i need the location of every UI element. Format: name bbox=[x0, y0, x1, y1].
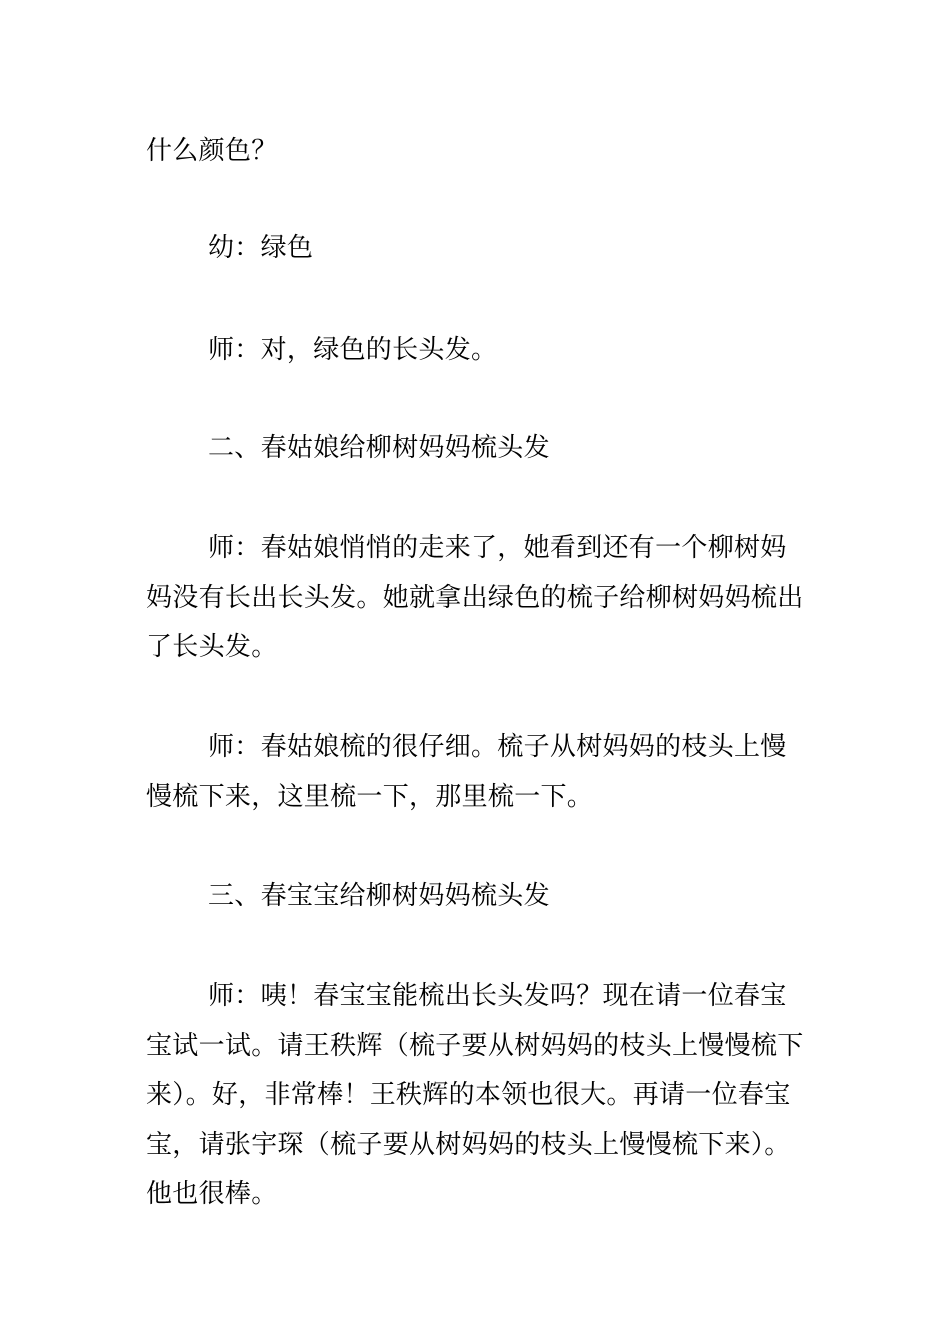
section-heading-3: 三、春宝宝给柳树妈妈梳头发 bbox=[208, 881, 550, 911]
paragraph-child-answer: 幼：绿色 bbox=[208, 233, 314, 263]
paragraph-teacher-invite: 师：咦！春宝宝能梳出长头发吗？现在请一位春宝宝试一试。请王秩辉（梳子要从树妈妈的枝头上慢慢梳下来）。好，非常棒！王秩辉的本领也很大。再请一位春宝宝，请张宇琛（梳子要从树妈妈的枝头上慢慢梳下来）。他也很棒。 bbox=[146, 981, 804, 1209]
paragraph-teacher-combing: 师：春姑娘梳的很仔细。梳子从树妈妈的枝头上慢慢梳下来，这里梳一下，那里梳一下。 bbox=[146, 732, 787, 812]
paragraph-teacher-reply: 师：对，绿色的长头发。 bbox=[208, 335, 498, 365]
paragraph-teacher-story: 师：春姑娘悄悄的走来了，她看到还有一个柳树妈妈没有长出长头发。她就拿出绿色的梳子给柳树妈妈梳出了长头发。 bbox=[146, 533, 804, 662]
paragraph-continuation: 什么颜色？ bbox=[146, 136, 278, 166]
section-heading-2: 二、春姑娘给柳树妈妈梳头发 bbox=[208, 433, 550, 463]
